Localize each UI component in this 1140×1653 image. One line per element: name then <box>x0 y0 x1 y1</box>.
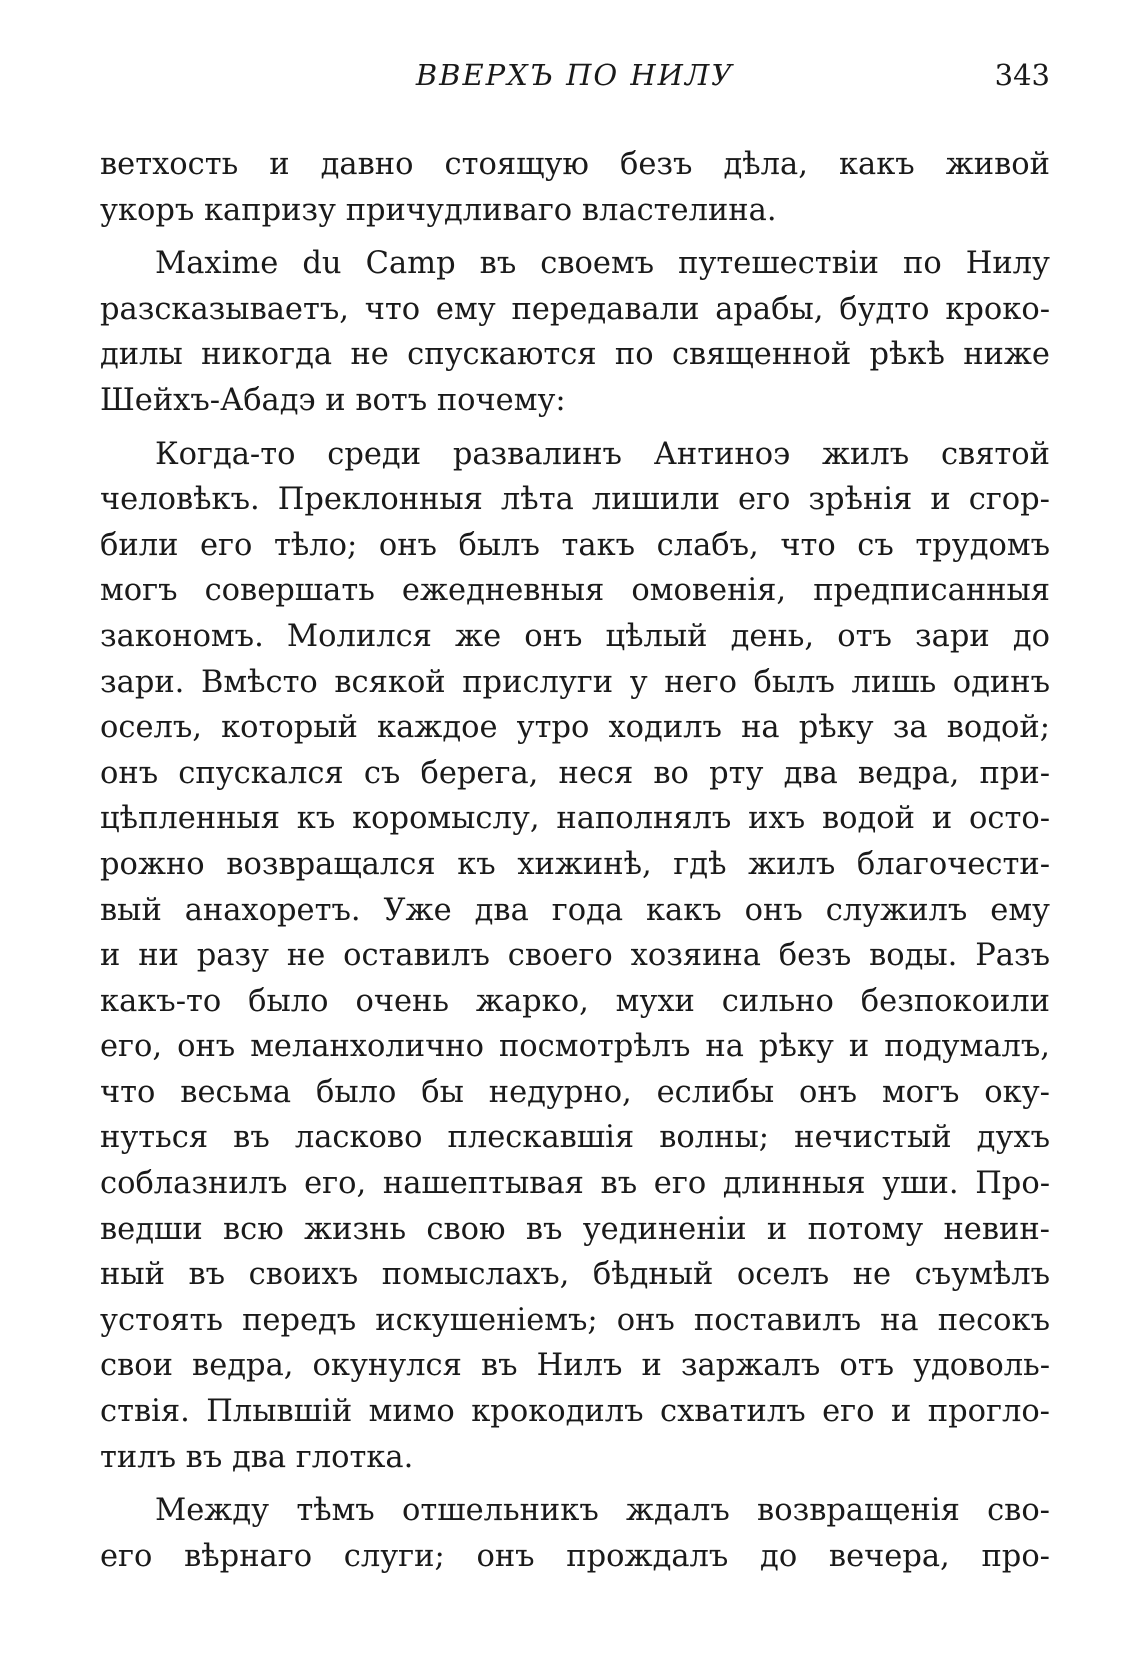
text-line: Maxime du Camp въ своемъ путешествіи по Нилу <box>155 246 1050 282</box>
text-line: дилы никогда не спускаются по священной рѣкѣ ниже <box>100 337 1050 373</box>
text-line: оселъ, который каждое утро ходилъ на рѣку за водой; <box>100 710 1050 746</box>
text-line: ветхость и давно стоящую безъ дѣла, какъ живой <box>100 147 1050 182</box>
text-line: разсказываетъ, что ему передавали арабы, будто кроко- <box>100 291 1050 327</box>
text-line: цѣпленныя къ коромыслу, наполнялъ ихъ водой и осто- <box>100 801 1050 837</box>
text-line: укоръ капризу причудливаго властелина. <box>100 192 777 228</box>
text-line: соблазнилъ его, нашептывая въ его длинныя уши. Про- <box>100 1166 1050 1202</box>
text-line: зари. Вмѣсто всякой прислуги у него былъ лишь одинъ <box>100 664 1050 700</box>
text-line: что весьма было бы недурно, еслибы онъ могъ оку- <box>100 1074 1050 1110</box>
text-line: свои ведра, окунулся въ Нилъ и заржалъ отъ удоволь- <box>100 1348 1050 1384</box>
text-line: Когда-то среди развалинъ Антиноэ жилъ святой <box>155 436 1050 472</box>
text-line: его, онъ меланхолично посмотрѣлъ на рѣку и подумалъ, <box>100 1029 1050 1065</box>
text-line: устоять передъ искушеніемъ; онъ поставилъ на песокъ <box>100 1302 1050 1338</box>
body-text <box>100 142 1050 1579</box>
text-line: били его тѣло; онъ былъ такъ слабъ, что съ трудомъ <box>100 527 1050 563</box>
text-line: закономъ. Молился же онъ цѣлый день, отъ зари до <box>100 618 1050 654</box>
text-line: ведши всю жизнь свою въ уединеніи и потому невин- <box>100 1211 1050 1247</box>
text-line: нуться въ ласково плескавшія волны; нечистый духъ <box>100 1120 1050 1156</box>
text-line: Между тѣмъ отшельникъ ждалъ возвращенія сво- <box>155 1493 1050 1529</box>
text-line: вый анахоретъ. Уже два года какъ онъ служилъ ему <box>100 892 1050 928</box>
text-line: ствія. Плывшій мимо крокодилъ схватилъ его и прогло- <box>100 1394 1050 1430</box>
text-line: онъ спускался съ берега, неся во рту два ведра, при- <box>100 755 1050 791</box>
running-head-title: ВВЕРХЪ ПО НИЛУ <box>415 58 735 92</box>
text-line: Шейхъ-Абадэ и вотъ почему: <box>100 382 566 418</box>
text-line: его вѣрнаго слуги; онъ прождалъ до вечера, про- <box>100 1538 1050 1574</box>
text-line: могъ совершать ежедневныя омовенія, предписанныя <box>100 573 1050 609</box>
page-number: 343 <box>994 58 1050 92</box>
text-line: тилъ въ два глотка. <box>100 1439 414 1475</box>
running-head <box>100 52 1050 96</box>
text-line: ный въ своихъ помыслахъ, бѣдный оселъ не съумѣлъ <box>100 1257 1050 1293</box>
text-line: и ни разу не оставилъ своего хозяина безъ воды. Разъ <box>100 938 1050 974</box>
text-line: какъ-то было очень жарко, мухи сильно безпокоили <box>100 983 1050 1019</box>
text-line: человѣкъ. Преклонныя лѣта лишили его зрѣнія и сгор- <box>100 482 1050 518</box>
text-line: рожно возвращался къ хижинѣ, гдѣ жилъ благочести- <box>100 846 1050 882</box>
